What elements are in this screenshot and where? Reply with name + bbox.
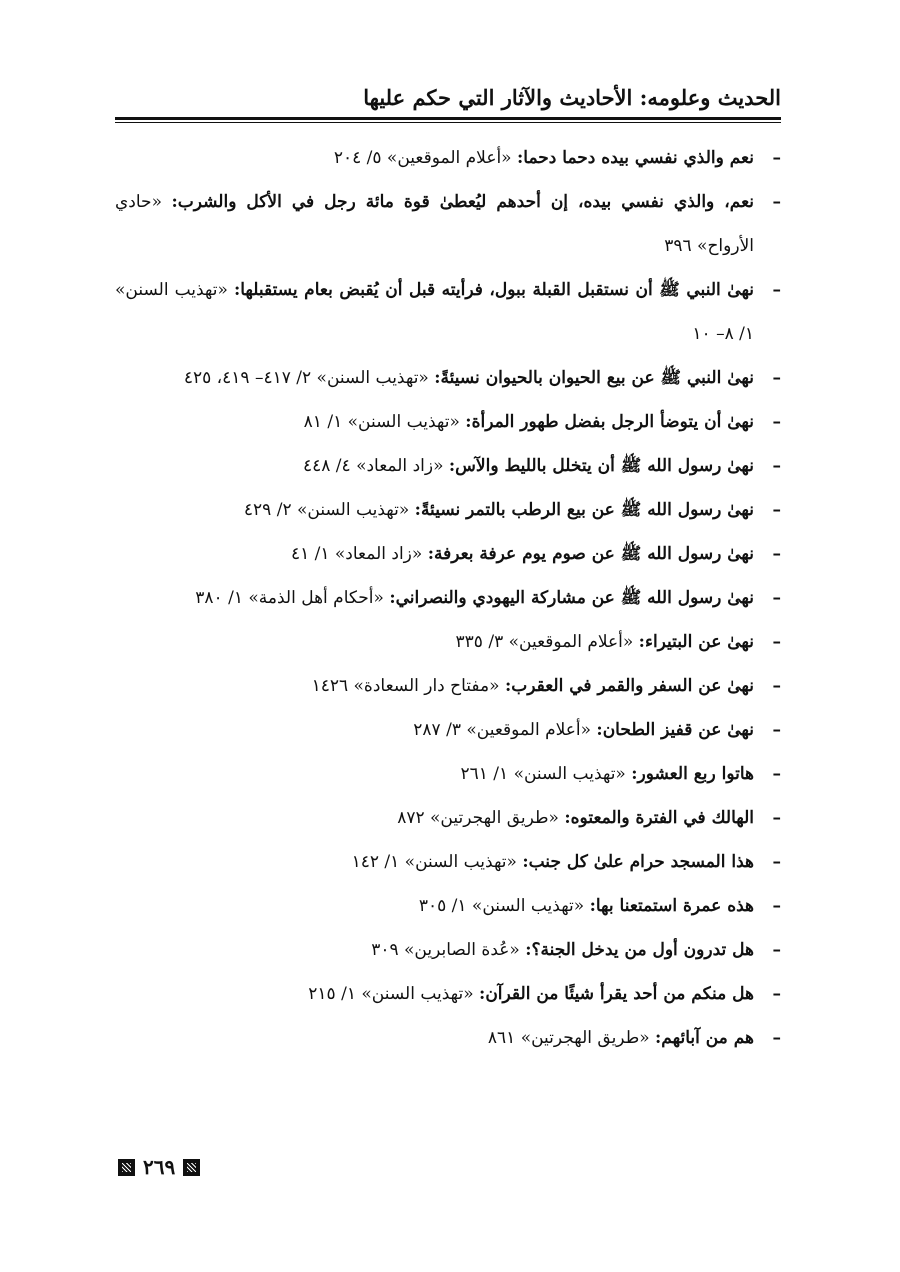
hadith-text: هل تدرون أول من يدخل الجنة؟: — [525, 940, 754, 960]
list-item — [115, 268, 781, 356]
ornament-left-icon — [118, 1159, 135, 1176]
list-item — [115, 928, 781, 972]
entry-dash: – — [772, 588, 781, 608]
hadith-text: نهىٰ أن يتوضأ الرجل بفضل طهور المرأة: — [465, 412, 754, 432]
entry-dash: – — [772, 764, 781, 784]
hadith-text: نهىٰ رسول الله ﷺ عن صوم يوم عرفة بعرفة: — [427, 544, 754, 564]
source-reference: «حادي الأرواح» ٣٩٦ — [115, 192, 754, 256]
entry-dash: – — [772, 280, 781, 300]
entry-dash: – — [772, 456, 781, 476]
hadith-text: نهىٰ عن البتيراء: — [638, 632, 754, 652]
list-item — [115, 708, 781, 752]
source-reference: «أعلام الموقعين» ٣/ ٣٣٥ — [455, 632, 634, 652]
entry-dash: – — [772, 676, 781, 696]
source-reference: «أعلام الموقعين» ٣/ ٢٨٧ — [413, 720, 592, 740]
entry-dash: – — [772, 544, 781, 564]
entry-dash: – — [772, 940, 781, 960]
source-reference: «أحكام أهل الذمة» ١/ ٣٨٠ — [195, 588, 384, 608]
entry-dash: – — [772, 720, 781, 740]
page-number: ٢٦٩ — [143, 1155, 176, 1179]
hadith-index-list — [115, 136, 781, 1060]
source-reference: «زاد المعاد» ٤/ ٤٤٨ — [302, 456, 444, 476]
list-item — [115, 1016, 781, 1060]
list-item — [115, 444, 781, 488]
source-reference: «تهذيب السنن» ١/ ٢١٥ — [308, 984, 474, 1004]
hadith-text: هل منكم من أحد يقرأ شيئًا من القرآن: — [479, 984, 754, 1004]
source-reference: «أعلام الموقعين» ٥/ ٢٠٤ — [333, 148, 512, 168]
hadith-text: هذه عمرة استمتعنا بها: — [589, 896, 754, 916]
hadith-text: نعم، والذي نفسي بيده، إن أحدهم ليُعطىٰ قوة مائة رجل في الأكل والشرب: — [171, 192, 755, 212]
hadith-text: نهىٰ رسول الله ﷺ عن مشاركة اليهودي والنصراني: — [389, 588, 754, 608]
list-item — [115, 356, 781, 400]
source-reference: «طريق الهجرتين» ٨٧٢ — [397, 808, 559, 828]
source-reference: «تهذيب السنن» ١/ ٣٠٥ — [418, 896, 585, 916]
entry-dash: – — [772, 896, 781, 916]
hadith-text: نهىٰ عن قفيز الطحان: — [596, 720, 754, 740]
source-reference: «تهذيب السنن» ١/ ٨١ — [303, 412, 460, 432]
source-reference: «تهذيب السنن» ١/ ١٤٢ — [351, 852, 517, 872]
ornament-right-icon — [183, 1159, 200, 1176]
entry-dash: – — [772, 368, 781, 388]
entry-dash: – — [772, 1028, 781, 1048]
list-item — [115, 400, 781, 444]
list-item — [115, 576, 781, 620]
list-item — [115, 752, 781, 796]
list-item — [115, 488, 781, 532]
source-reference: «عُدة الصابرين» ٣٠٩ — [371, 940, 520, 960]
entry-dash: – — [772, 412, 781, 432]
entry-dash: – — [772, 632, 781, 652]
list-item — [115, 884, 781, 928]
list-item — [115, 620, 781, 664]
hadith-text: نعم والذي نفسي بيده دحما دحما: — [517, 148, 754, 168]
list-item — [115, 180, 781, 268]
list-item — [115, 972, 781, 1016]
hadith-text: نهىٰ عن السفر والقمر في العقرب: — [504, 676, 754, 696]
hadith-text: هم من آبائهم: — [655, 1028, 754, 1048]
hadith-text: نهىٰ رسول الله ﷺ أن يتخلل بالليط والآس: — [448, 456, 754, 476]
hadith-text: نهىٰ رسول الله ﷺ عن بيع الرطب بالتمر نسيئةً: — [414, 500, 754, 520]
entry-dash: – — [772, 852, 781, 872]
header-rule-thin — [115, 122, 781, 123]
source-reference: «طريق الهجرتين» ٨٦١ — [487, 1028, 650, 1048]
list-item — [115, 840, 781, 884]
list-item — [115, 136, 781, 180]
entry-dash: – — [772, 148, 781, 168]
source-reference: «زاد المعاد» ١/ ٤١ — [290, 544, 423, 564]
source-reference: «تهذيب السنن» ٢/ ٤١٧– ٤١٩، ٤٢٥ — [183, 368, 429, 388]
hadith-text: الهالك في الفترة والمعتوه: — [564, 808, 754, 828]
header-rule-thick — [115, 117, 781, 120]
entry-dash: – — [772, 500, 781, 520]
hadith-text: نهىٰ النبي ﷺ أن نستقبل القبلة ببول، فرأيته قبل أن يُقبض بعام يستقبلها: — [233, 280, 755, 300]
entry-dash: – — [772, 984, 781, 1004]
source-reference: «تهذيب السنن» ١/ ٢٦١ — [460, 764, 626, 784]
running-header: الحديث وعلومه: الأحاديث والآثار التي حكم عليها — [363, 85, 781, 110]
entry-dash: – — [772, 192, 781, 212]
list-item — [115, 664, 781, 708]
source-reference: «تهذيب السنن» ٢/ ٤٢٩ — [243, 500, 410, 520]
entry-dash: – — [772, 808, 781, 828]
list-item — [115, 796, 781, 840]
page-footer — [118, 1152, 200, 1182]
hadith-text: هذا المسجد حرام علىٰ كل جنب: — [522, 852, 754, 872]
hadith-text: هاتوا ربع العشور: — [631, 764, 754, 784]
list-item — [115, 532, 781, 576]
source-reference: «تهذيب السنن» ١/ ٨– ١٠ — [115, 280, 754, 344]
hadith-text: نهىٰ النبي ﷺ عن بيع الحيوان بالحيوان نسيئةً: — [434, 368, 754, 388]
source-reference: «مفتاح دار السعادة» ١٤٢٦ — [311, 676, 500, 696]
